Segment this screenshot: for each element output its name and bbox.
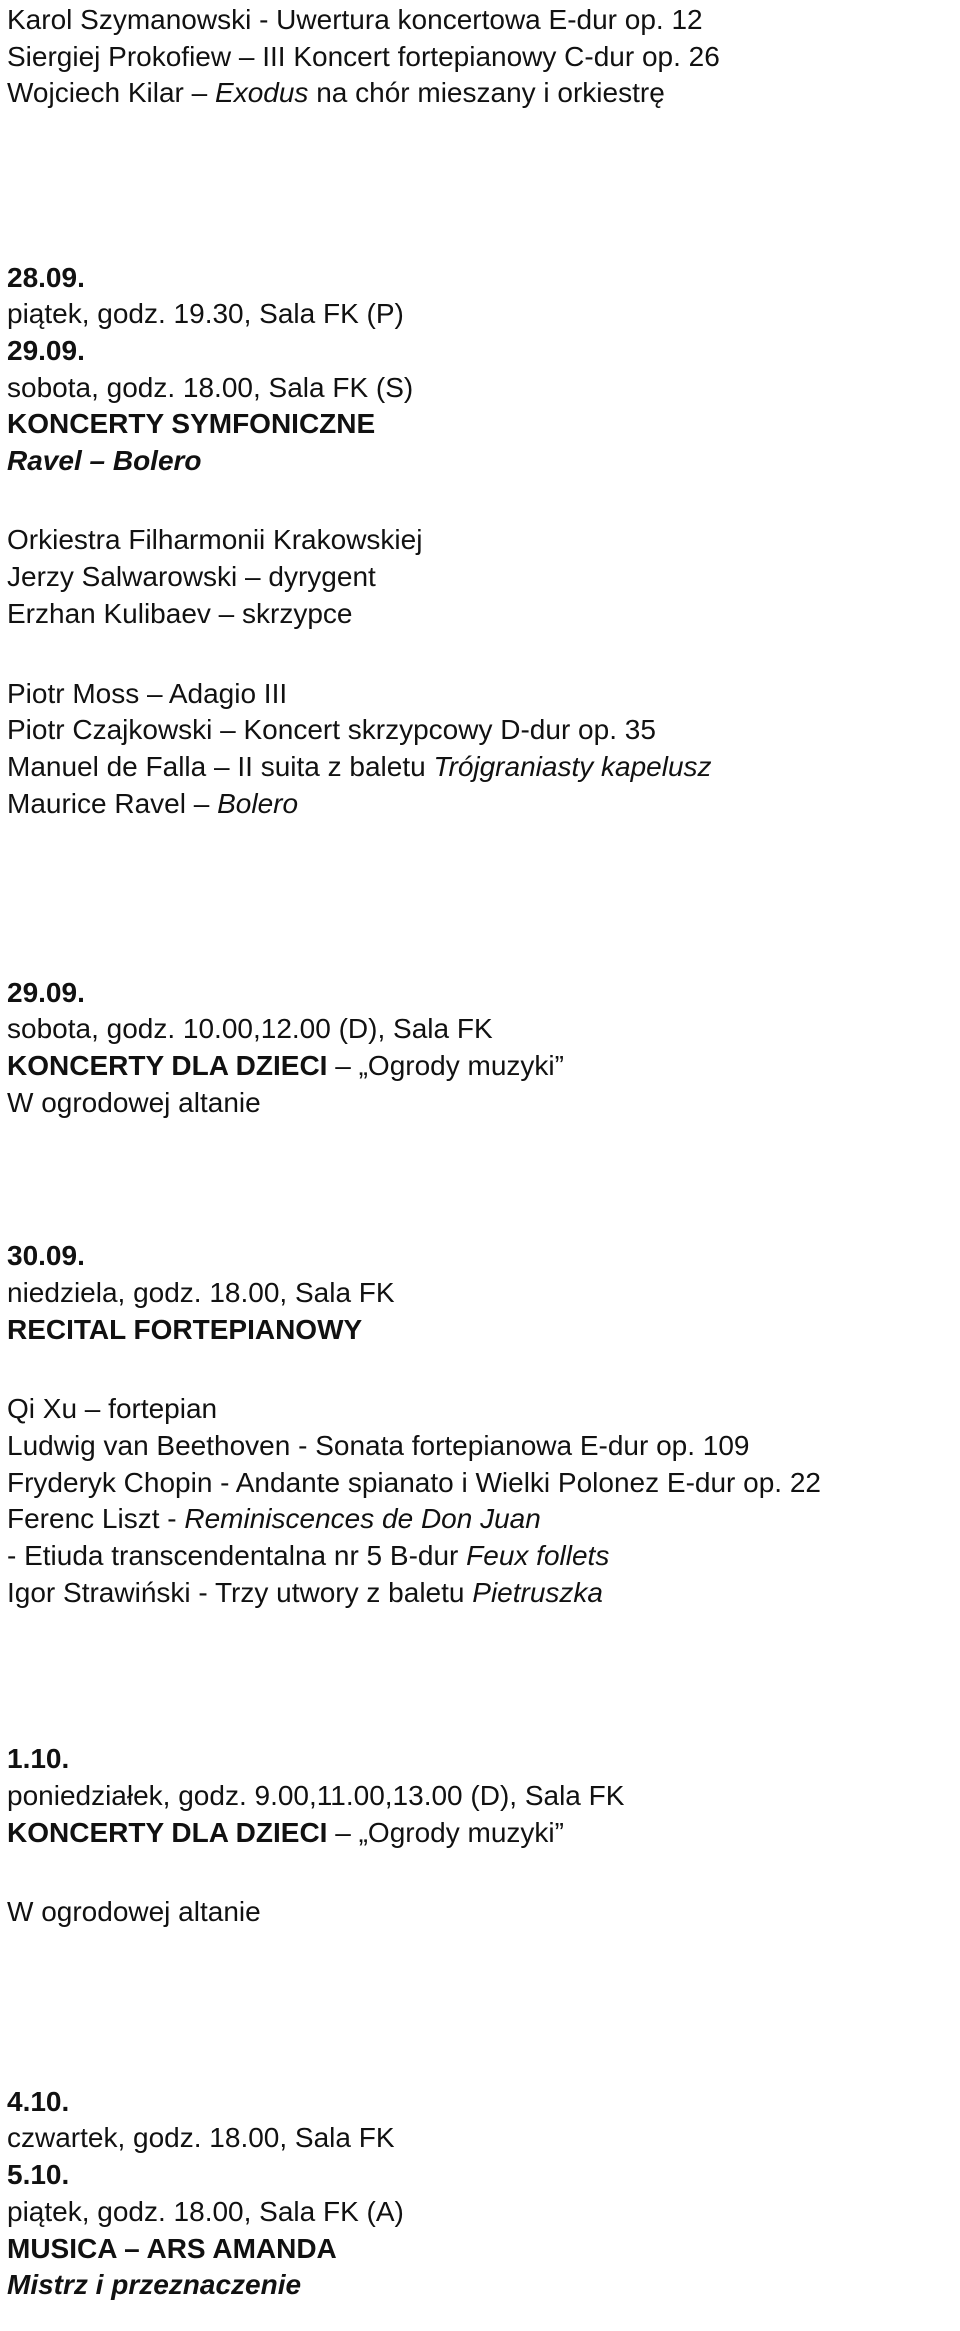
program-line xyxy=(7,1538,609,1574)
event-time: sobota, godz. 10.00,12.00 (D), Sala FK xyxy=(7,1013,493,1044)
program-line xyxy=(7,786,298,822)
composer: Manuel de Falla – II suita z baletu xyxy=(7,751,434,782)
event-subtitle: W ogrodowej altanie xyxy=(7,1896,261,1927)
work-description: na chór mieszany i orkiestrę xyxy=(308,77,665,108)
composer: Igor Strawiński - Trzy utwory z baletu xyxy=(7,1577,473,1608)
event-time: piątek, godz. 18.00, Sala FK (A) xyxy=(7,2196,404,2227)
event-title: – „Ogrody muzyki” xyxy=(327,1050,564,1081)
event-date: 1.10. xyxy=(7,1743,70,1774)
program-line: Piotr Moss – Adagio III xyxy=(7,678,288,709)
event-title: Mistrz i przeznaczenie xyxy=(7,2269,302,2300)
work-title: Feux follets xyxy=(466,1540,610,1571)
performer-line: Erzhan Kulibaev – skrzypce xyxy=(7,598,353,629)
performer-line: Qi Xu – fortepian xyxy=(7,1393,218,1424)
event-date: 29.09. xyxy=(7,977,85,1008)
event-title: – „Ogrody muzyki” xyxy=(327,1817,564,1848)
work-description: - Etiuda transcendentalna nr 5 B-dur xyxy=(7,1540,467,1571)
event-time: poniedziałek, godz. 9.00,11.00,13.00 (D), Sala FK xyxy=(7,1780,625,1811)
composer: Wojciech Kilar – xyxy=(7,77,216,108)
event-time: sobota, godz. 18.00, Sala FK (S) xyxy=(7,372,414,403)
program-line: Ludwig van Beethoven - Sonata fortepianowa E-dur op. 109 xyxy=(7,1430,750,1461)
performer-line: Jerzy Salwarowski – dyrygent xyxy=(7,561,376,592)
event-heading xyxy=(7,1048,564,1084)
composer: Ferenc Liszt - xyxy=(7,1503,185,1534)
composer: Maurice Ravel – xyxy=(7,788,218,819)
work-title: Reminiscences de Don Juan xyxy=(184,1503,541,1534)
performer-line: Orkiestra Filharmonii Krakowskiej xyxy=(7,524,423,555)
event-category: KONCERTY DLA DZIECI xyxy=(7,1817,328,1848)
program-line: Fryderyk Chopin - Andante spianato i Wielki Polonez E-dur op. 22 xyxy=(7,1467,821,1498)
program-line: Siergiej Prokofiew – III Koncert fortepianowy C-dur op. 26 xyxy=(7,41,720,72)
event-category: RECITAL FORTEPIANOWY xyxy=(7,1314,363,1345)
event-date: 5.10. xyxy=(7,2159,70,2190)
event-date: 29.09. xyxy=(7,335,85,366)
program-line xyxy=(7,75,665,111)
work-title: Bolero xyxy=(217,788,299,819)
event-date: 4.10. xyxy=(7,2086,70,2117)
work-title: Trójgraniasty kapelusz xyxy=(433,751,712,782)
program-line: Karol Szymanowski - Uwertura koncertowa E-dur op. 12 xyxy=(7,4,703,35)
event-subtitle: W ogrodowej altanie xyxy=(7,1087,261,1118)
work-title: Pietruszka xyxy=(472,1577,603,1608)
event-title: Ravel – Bolero xyxy=(7,445,202,476)
event-time: piątek, godz. 19.30, Sala FK (P) xyxy=(7,298,404,329)
event-time: czwartek, godz. 18.00, Sala FK xyxy=(7,2122,395,2153)
work-title: Exodus xyxy=(215,77,309,108)
program-line xyxy=(7,749,712,785)
event-date: 30.09. xyxy=(7,1240,85,1271)
event-category: MUSICA – ARS AMANDA xyxy=(7,2233,337,2264)
event-time: niedziela, godz. 18.00, Sala FK xyxy=(7,1277,395,1308)
event-heading xyxy=(7,1815,564,1851)
event-date: 28.09. xyxy=(7,262,85,293)
program-line xyxy=(7,1575,603,1611)
program-line xyxy=(7,1501,541,1537)
event-category: KONCERTY DLA DZIECI xyxy=(7,1050,328,1081)
program-line: Piotr Czajkowski – Koncert skrzypcowy D-dur op. 35 xyxy=(7,714,656,745)
event-category: KONCERTY SYMFONICZNE xyxy=(7,408,376,439)
